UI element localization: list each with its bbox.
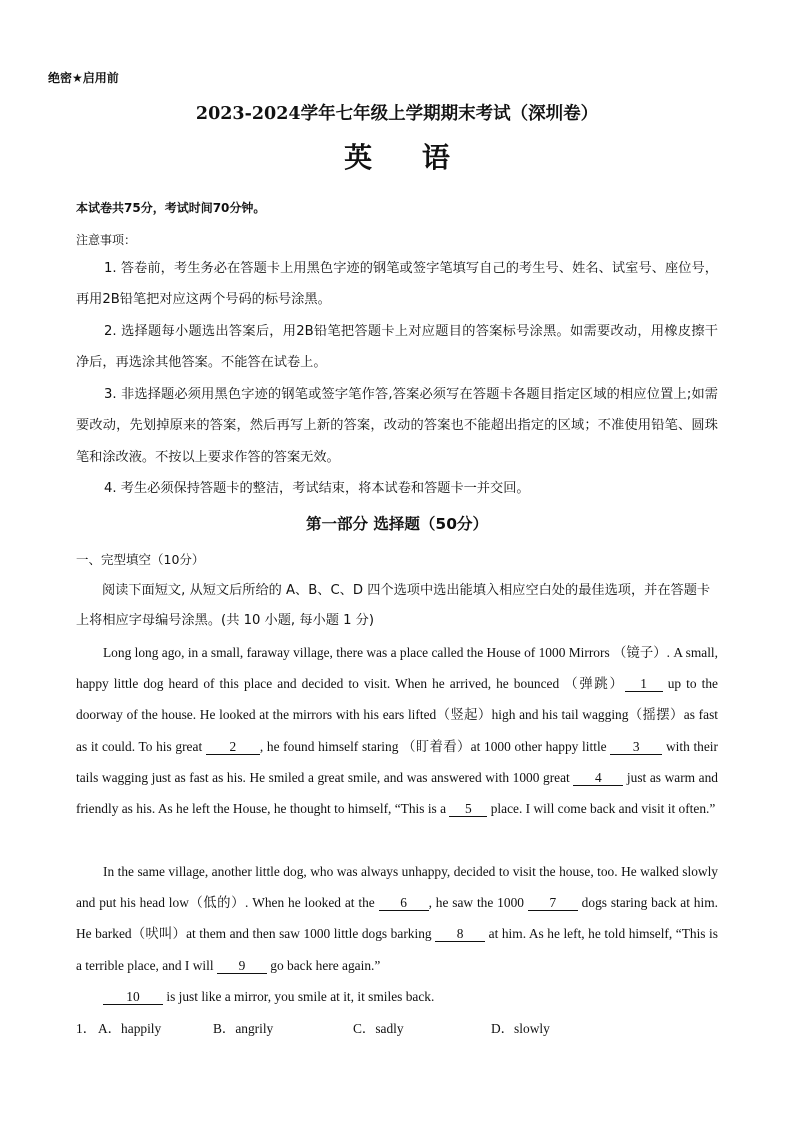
passage-text: up to the doorway of the house. He looked at the mirrors with his ears lifted（竖起）high and his tail wagging（摇摆）as fast as it could. To his great (76, 676, 718, 754)
note-2: 2. 选择题每小题选出答案后，用2B铅笔把答题卡上对应题目的答案标号涂黑。如需要改动，用橡皮擦干净后，再选涂其他答案。不能答在试卷上。 (76, 324, 718, 371)
blank-7[interactable]: 7 (528, 896, 578, 911)
blank-8[interactable]: 8 (435, 927, 485, 942)
passage-paragraph-2 (76, 856, 718, 981)
passage-text: go back here again.” (266, 957, 381, 973)
section-title: 一、完型填空（10分） (76, 552, 205, 567)
blank-3[interactable]: 3 (610, 740, 662, 755)
option-c[interactable]: C．sadly (353, 1021, 404, 1036)
subject-title: 英 语 (344, 141, 470, 174)
passage-text: , he saw the 1000 (428, 895, 528, 911)
passage-text: is just like a mirror, you smile at it, it smiles back. (163, 989, 435, 1004)
question-1-number: 1． (76, 1021, 97, 1036)
option-d[interactable]: D．slowly (491, 1021, 550, 1036)
passage-text: place. I will come back and visit it often.” (487, 801, 716, 817)
passage-text: at him. As he left, he told himself, “This is a terrible place, and I will (76, 926, 718, 973)
cloze-instructions: 阅读下面短文, 从短文后所给的 A、B、C、D 四个选项中选出能填入相应空白处的最佳选项，并在答题卡上将相应字母编号涂黑。(共 10 小题, 每小题 1 分) (76, 583, 711, 628)
passage-paragraph-3 (76, 981, 718, 1012)
notes-heading: 注意事项： (76, 233, 137, 247)
passage-text: Long long ago, in a small, faraway village, there was a place called the House of 1000 Mirrors （镜子）. A small, happy little dog heard of this place and decided to visit. When he arrived, he bounced （弹跳） (76, 645, 718, 692)
passage-text: , he found himself staring （盯着看）at 1000 other happy little (259, 738, 611, 754)
blank-10[interactable]: 10 (103, 990, 163, 1005)
blank-4[interactable]: 4 (573, 771, 623, 786)
blank-5[interactable]: 5 (449, 802, 487, 817)
score-time-note: 本试卷共75分，考试时间70分钟。 (76, 201, 266, 215)
blank-9[interactable]: 9 (217, 959, 267, 974)
passage-text: In the same village, another little dog, who was always unhappy, decided to visit the house, too. He walked slowly and put his head low（低的）. When he looked at the (76, 864, 718, 911)
blank-2[interactable]: 2 (206, 740, 260, 755)
note-3: 3. 非选择题必须用黑色字迹的钢笔或签字笔作答,答案必须写在答题卡各题目指定区域的相应位置上;如需要改动，先划掉原来的答案，然后再写上新的答案，改动的答案也不能超出指定的区域；不准使用铅笔、圆珠笔和涂改液。不按以上要求作答的答案无效。 (76, 387, 718, 465)
exam-title: 2023-2024学年七年级上学期期末考试（深圳卷） (195, 104, 599, 124)
passage-paragraph-1 (76, 637, 718, 824)
passage-text: with their tails wagging just as fast as his. He smiled a great smile, and was answered with 1000 great (76, 738, 718, 785)
option-a[interactable]: A．happily (98, 1021, 162, 1036)
note-4: 4. 考生必须保持答题卡的整洁，考试结束，将本试卷和答题卡一并交回。 (104, 481, 530, 496)
option-b[interactable]: B．angrily (213, 1021, 274, 1036)
passage-text: just as warm and friendly as his. As he left the House, he thought to himself, “This is a (76, 769, 718, 817)
confidential-label: 绝密★启用前 (48, 71, 119, 85)
part1-heading: 第一部分 选择题（50分） (306, 515, 488, 533)
note-1: 1. 答卷前，考生务必在答题卡上用黑色字迹的钢笔或签字笔填写自己的考生号、姓名、试室号、座位号，再用2B铅笔把对应这两个号码的标号涂黑。 (76, 261, 718, 308)
blank-6[interactable]: 6 (379, 896, 429, 911)
blank-1[interactable]: 1 (625, 677, 663, 692)
passage-text: dogs staring back at him. He barked（吠叫）at them and then saw 1000 little dogs barking (76, 895, 718, 942)
